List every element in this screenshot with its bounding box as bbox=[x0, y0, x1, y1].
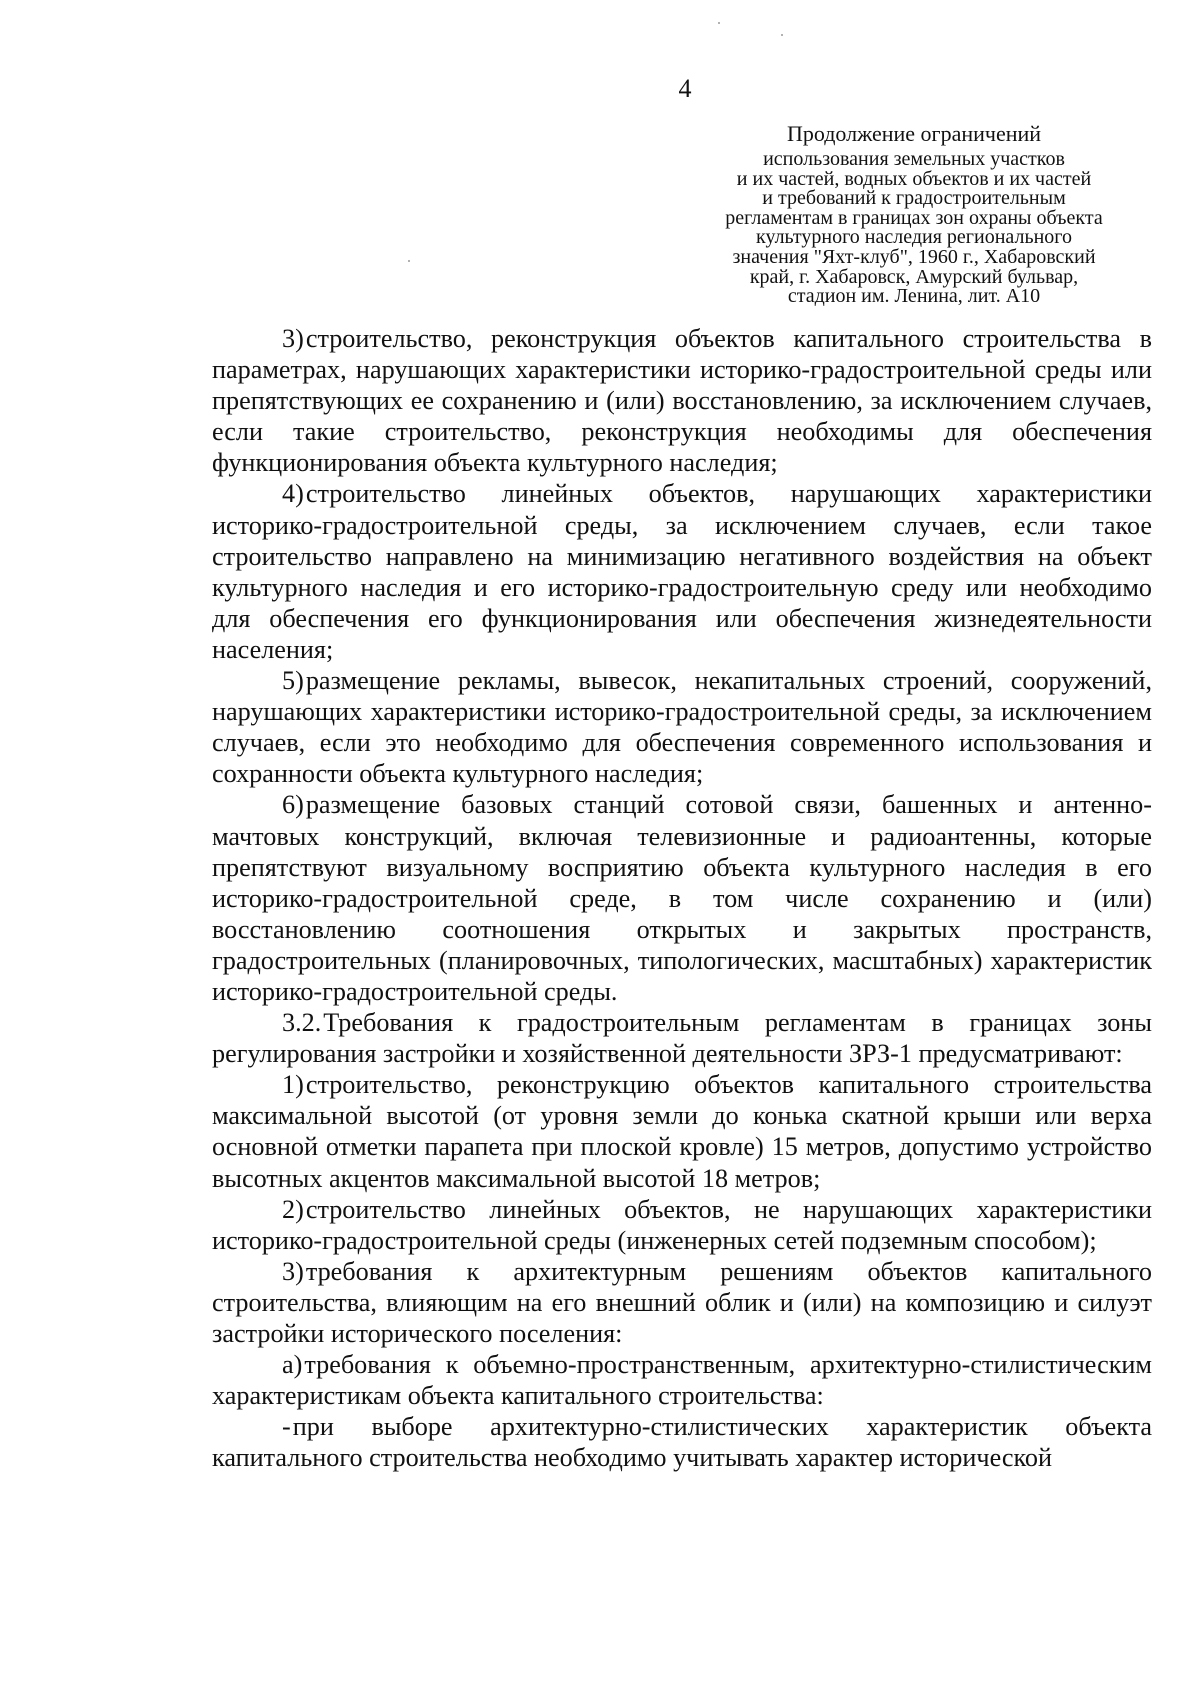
paragraph-number: 4) bbox=[282, 479, 304, 509]
paragraph-number: - bbox=[282, 1412, 291, 1442]
paragraph bbox=[212, 1411, 1152, 1473]
paragraph-number: 2) bbox=[282, 1194, 304, 1224]
paragraph bbox=[212, 789, 1152, 1007]
header-line: культурного наследия регионального bbox=[756, 226, 1072, 249]
header-line: и их частей, водных объектов и их частей bbox=[736, 167, 1092, 190]
header-line: стадион им. Ленина, лит. А10 bbox=[787, 285, 1041, 308]
paragraph-text: требования к архитектурным решениям объектов капитального строительства, влияющим на его внешний облик и (или) на композицию и силуэт застройки исторического поселения: bbox=[212, 1256, 1152, 1348]
paragraph-number: 3.2. bbox=[282, 1008, 322, 1038]
header-line: и требований к градостроительным bbox=[762, 187, 1066, 210]
paragraph-number: 3) bbox=[282, 324, 304, 353]
paragraph-text: строительство, реконструкцию объектов капитального строительства максимальной высотой (от уровня земли до конька скатной крыши или верха основной отметки парапета при плоской кровле) 15 метров, допустимо устройство высотных акцентов максимальной высотой 18 метров; bbox=[212, 1070, 1152, 1193]
paragraph-number: 5) bbox=[282, 666, 304, 696]
paragraph-text: Требования к градостроительным регламентам в границах зоны регулирования застройки и хозяйственной деятельности ЗРЗ-1 предусматривают: bbox=[212, 1008, 1152, 1069]
paragraph-text: размещение базовых станций сотовой связи, башенных и антенно-мачтовых конструкций, включая телевизионные и радиоантенны, которые препятствуют визуальному восприятию объекта культурного наследия в его историко-градостроительной среде, в том числе сохранению и (или) восстановлению соотношения открытых и закрытых пространств, градостроительных (планировочных, типологических, масштабных) характеристик историко-градостроительной среды. bbox=[212, 790, 1152, 1006]
paragraph-text: строительство, реконструкция объектов капитального строительства в параметрах, нарушающих характеристики историко-градостроительной среды или препятствующих ее сохранению и (или) восстановлению, за исключением случаев, если такие строительство, реконструкция необходимы для обеспечения функционирования объекта культурного наследия; bbox=[212, 324, 1152, 478]
paragraph-text: размещение рекламы, вывесок, некапитальных строений, сооружений, нарушающих характеристики историко-градостроительной среды, за исключением случаев, если это необходимо для обеспечения современного использования и сохранности объекта культурного наследия; bbox=[212, 666, 1152, 789]
paragraph bbox=[212, 665, 1152, 789]
paragraph-text: строительство линейных объектов, не нарушающих характеристики историко-градостроительной среды (инженерных сетей подземным способом); bbox=[212, 1194, 1152, 1255]
paragraph-number: а) bbox=[282, 1350, 303, 1380]
paragraph-text: строительство линейных объектов, нарушающих характеристики историко-градостроительной среды, за исключением случаев, если такое строительство направлено на минимизацию негативного воздействия на объект культурного наследия и его историко-градостроительную среду или необходимо для обеспечения его функционирования или обеспечения жизнедеятельности населения; bbox=[212, 479, 1152, 664]
header-line: использования земельных участков bbox=[763, 148, 1065, 170]
paragraph-number: 1) bbox=[282, 1070, 304, 1100]
paragraph bbox=[212, 1194, 1152, 1256]
scan-speck bbox=[718, 22, 720, 24]
page-number: 4 bbox=[678, 74, 692, 103]
scan-speck bbox=[408, 260, 410, 262]
paragraph-text: требования к объемно-пространственным, архитектурно-стилистическим характеристикам объекта капитального строительства: bbox=[212, 1350, 1152, 1411]
paragraph bbox=[212, 1069, 1152, 1193]
header-line: край, г. Хабаровск, Амурский бульвар, bbox=[749, 265, 1079, 288]
scan-speck bbox=[781, 34, 783, 36]
header-line: значения "Яхт-клуб", 1960 г., Хабаровский bbox=[732, 245, 1096, 268]
paragraph-text: при выборе архитектурно-стилистических характеристик объекта капитального строительства необходимо учитывать характер исторической bbox=[212, 1412, 1152, 1473]
paragraph-number: 6) bbox=[282, 790, 304, 820]
body-text bbox=[212, 323, 1152, 1473]
header-block bbox=[684, 120, 1144, 307]
paragraph bbox=[212, 478, 1152, 665]
header-title: Продолжение ограничений bbox=[786, 121, 1042, 146]
paragraph bbox=[212, 1007, 1152, 1069]
paragraph bbox=[212, 1256, 1152, 1349]
header-line: регламентам в границах зон охраны объекта bbox=[725, 206, 1103, 229]
paragraph-number: 3) bbox=[282, 1256, 304, 1286]
paragraph bbox=[212, 1349, 1152, 1411]
paragraph bbox=[212, 323, 1152, 478]
